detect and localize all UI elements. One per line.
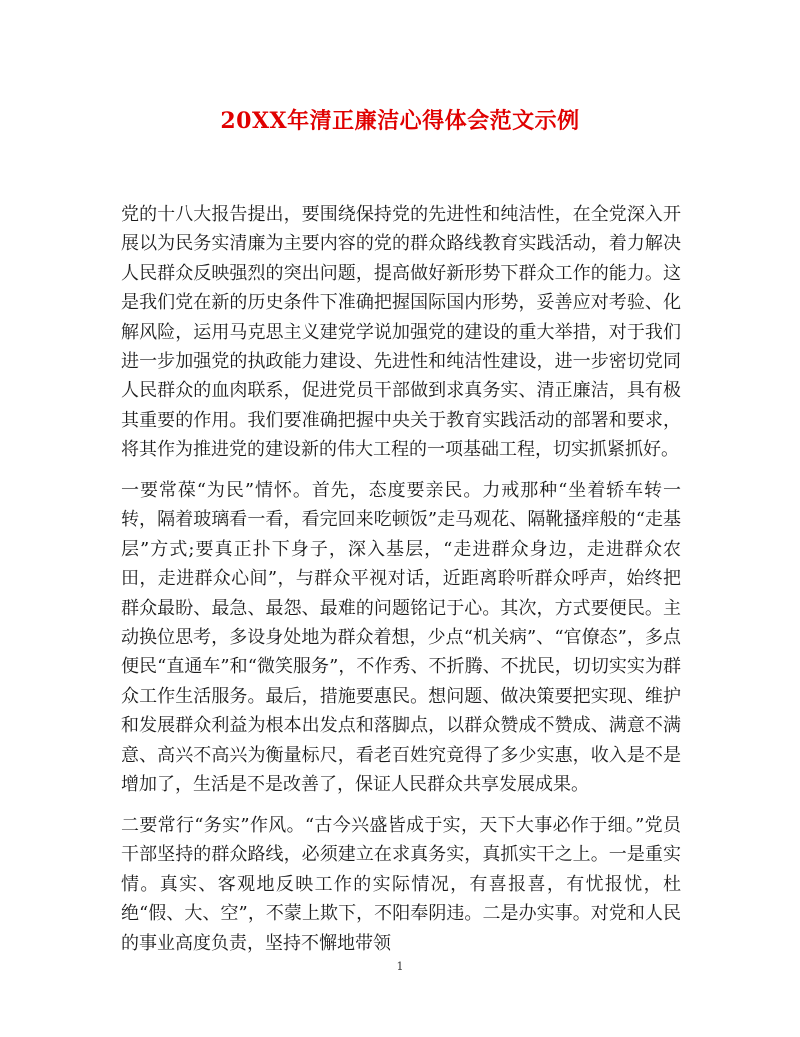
page-number: 1 xyxy=(396,960,404,973)
body-paragraph-3: 二要常行“务实”作风。“古今兴盛皆成于实，天下大事必作于细。”党员干部坚持的群众路线，必须建立在求真务实，真抓实干之上。一是重实情。真实、客观地反映工作的实际情况，有喜报喜，有忧报忧，杜绝“假、大、空”，不蒙上欺下，不阳奉阴违。二是办实事。对党和人民的事业高度负责，坚持不懈地带领 xyxy=(121,815,681,954)
document-title: 20XX年清正廉洁心得体会范文示例 xyxy=(220,108,580,134)
body-paragraph-1: 党的十八大报告提出，要围绕保持党的先进性和纯洁性，在全党深入开展以为民务实清廉为主要内容的党的群众路线教育实践活动，着力解决人民群众反映强烈的突出问题，提高做好新形势下群众工作的能力。这是我们党在新的历史条件下准确把握国际国内形势，妥善应对考验、化解风险，运用马克思主义建党学说加强党的建设的重大举措，对于我们进一步加强党的执政能力建设、先进性和纯洁性建设，进一步密切党同人民群众的血肉联系，促进党员干部做到求真务实、清正廉洁，具有极其重要的作用。我们要准确把握中央关于教育实践活动的部署和要求，将其作为推进党的建设新的伟大工程的一项基础工程，切实抓紧抓好。 xyxy=(121,204,681,461)
body-paragraph-2: 一要常葆“为民”情怀。首先，态度要亲民。力戒那种“坐着轿车转一转，隔着玻璃看一看，看完回来吃顿饭”走马观花、隔靴搔痒般的“走基层”方式;要真正扑下身子，深入基层，“走进群众身边，走进群众农田，走进群众心间”，与群众平视对话，近距离聆听群众呼声，始终把群众最盼、最急、最怨、最难的问题铭记于心。其次，方式要便民。主动换位思考，多设身处地为群众着想，少点“机关病”、“官僚态”，多点便民“直通车”和“微笑服务”，不作秀、不折腾、不扰民，切切实实为群众工作生活服务。最后，措施要惠民。想问题、做决策要把实现、维护和发展群众利益为根本出发点和落脚点，以群众赞成不赞成、满意不满意、高兴不高兴为衡量标尺，看老百姓究竟得了多少实惠，收入是不是增加了，生活是不是改善了，保证人民群众共享发展成果。 xyxy=(121,480,681,796)
